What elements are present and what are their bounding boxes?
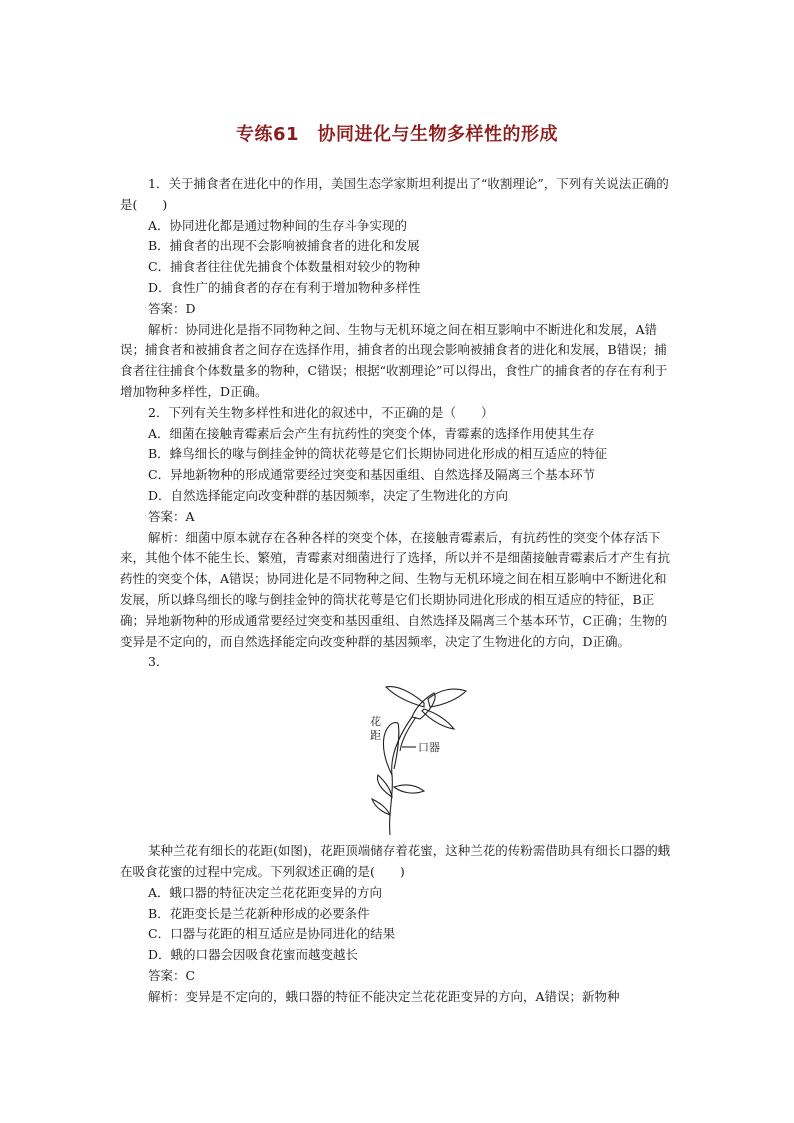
- leaf-right: [394, 785, 424, 793]
- question-2-option-a: A．细菌在接触青霉素后会产生有抗药性的突变个体，青霉素的选择作用使其生存: [148, 425, 595, 441]
- question-1-option-b: B．捕食者的出现不会影响被捕食者的进化和发展: [148, 238, 420, 254]
- question-1-option-a: A．协同进化都是通过物种间的生存斗争实现的: [148, 217, 408, 233]
- question-2-stem: 2．下列有关生物多样性和进化的叙述中，不正确的是（ ）: [148, 404, 494, 420]
- question-1-answer: 答案：D: [148, 300, 196, 316]
- leaf-left: [378, 775, 392, 797]
- question-3-option-c: C．口器与花距的相互适应是协同进化的结果: [148, 926, 396, 942]
- orchid-moth-illustration: [320, 677, 470, 837]
- question-3-option-d: D．蛾的口器会因吸食花蜜而越变越长: [148, 947, 359, 963]
- question-3-answer: 答案：C: [148, 967, 196, 983]
- question-2-option-d: D．自然选择能定向改变种群的基因频率，决定了生物进化的方向: [148, 487, 509, 503]
- moth-wing-right: [428, 689, 466, 707]
- question-1-analysis: 解析：协同进化是指不同物种之间、生物与无机环境之间在相互影响中不断进化和发展，A错误；捕食者和被捕食者之间存在选择作用，捕食者的出现会影响被捕食者的进化和发展，B错误；捕食者往往捕食个体数量多的物种，C错误；根据“收割理论”可以得出，食性广的捕食者的存在有利于增加物种多样性，D正确。: [120, 321, 668, 399]
- document-body: [120, 174, 676, 1008]
- question-1-option-c: C．捕食者往往优先捕食个体数量相对较少的物种: [148, 259, 421, 275]
- label-mouthpart: 口器: [418, 741, 440, 755]
- orchid-stem: [390, 717, 412, 835]
- question-3-stem: 某种兰花有细长的花距(如图)，花距顶端储存着花蜜，这种兰花的传粉需借助具有细长口器的蛾在吸食花蜜的过程中完成。下列叙述正确的是( ): [120, 843, 671, 879]
- leaf-lower: [372, 799, 390, 815]
- label-flower-spur-1: 花: [370, 715, 381, 729]
- page-title: 专练61 协同进化与生物多样性的形成: [235, 124, 559, 145]
- question-2-analysis: 解析：细菌中原本就存在各种各样的突变个体，在接触青霉素后，有抗药性的突变个体存活下来，其他个体不能生长、繁殖，青霉素对细菌进行了选择，所以并不是细菌接触青霉素后才产生有抗药性的突变个体，A错误；协同进化是不同物种之间、生物与无机环境之间在相互影响中不断进化和发展，所以蜂鸟细长的喙与倒挂金钟的筒状花萼是它们长期协同进化形成的相互适应的特征，B正确；异地新物种的形成通常要经过突变和基因重组、自然选择及隔离三个基本环节，C正确；生物的变异是不定向的，而自然选择能定向改变种群的基因频率，决定了生物进化的方向，D正确。: [120, 529, 671, 649]
- question-3-option-a: A．蛾口器的特征决定兰花花距变异的方向: [148, 884, 383, 900]
- question-3-option-b: B．花距变长是兰花新种形成的必要条件: [148, 905, 370, 921]
- question-3-number: 3．: [148, 654, 169, 670]
- question-3-analysis: 解析：变异是不定向的，蛾口器的特征不能决定兰花花距变异的方向，A错误；新物种: [148, 988, 620, 1004]
- question-1-option-d: D．食性广的捕食者的存在有利于增加物种多样性: [148, 279, 421, 295]
- question-1-stem: 1．关于捕食者在进化中的作用，美国生态学家斯坦利提出了“收割理论”，下列有关说法正确的是( ): [120, 176, 669, 212]
- question-2-answer: 答案：A: [148, 508, 195, 524]
- moth-wing-left: [386, 687, 424, 707]
- question-2-option-c: C．异地新物种的形成通常要经过突变和基因重组、自然选择及隔离三个基本环节: [148, 467, 596, 483]
- label-flower-spur-2: 距: [370, 729, 381, 743]
- question-2-option-b: B．蜂鸟细长的喙与倒挂金钟的筒状花萼是它们长期协同进化形成的相互适应的特征: [148, 446, 608, 462]
- orchid-moth-figure: [120, 677, 676, 837]
